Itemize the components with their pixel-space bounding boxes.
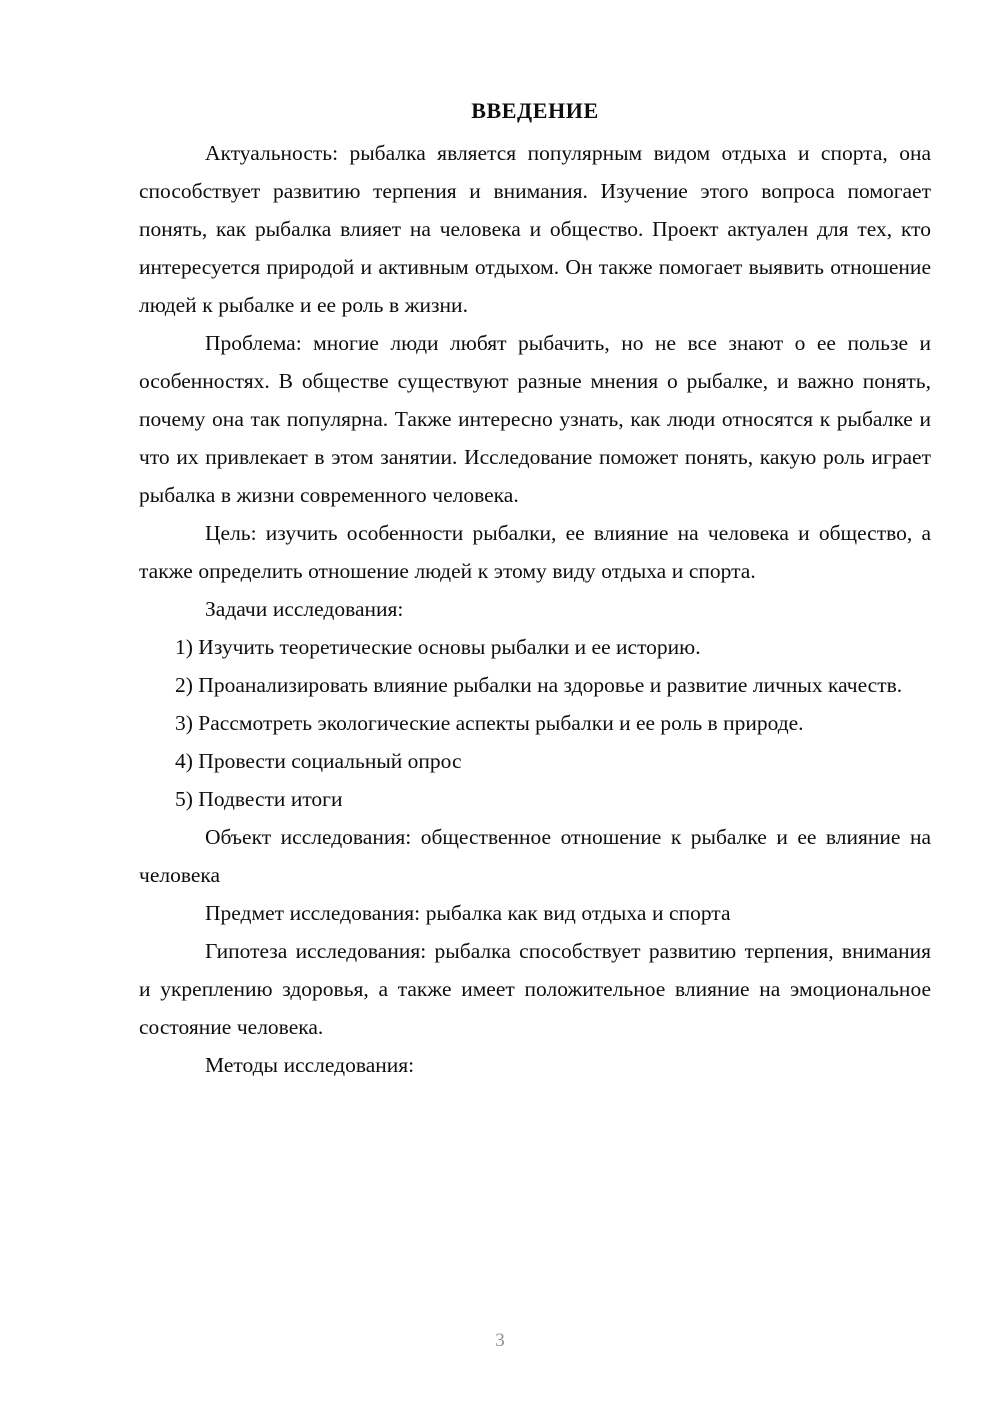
tasks-heading: Задачи исследования: bbox=[205, 597, 404, 621]
list-item bbox=[139, 780, 931, 818]
list-item-number: 1) bbox=[175, 635, 199, 659]
list-item-label: Провести социальный опрос bbox=[198, 749, 462, 773]
paragraph-object: Объект исследования: общественное отношение к рыбалке и ее влияние на человека bbox=[139, 825, 931, 887]
list-item-label: Подвести итоги bbox=[198, 787, 343, 811]
methods-heading: Методы исследования: bbox=[205, 1053, 415, 1077]
paragraph-problem: Проблема: многие люди любят рыбачить, но не все знают о ее пользе и особенностях. В обществе существуют разные мнения о рыбалке, и важно понять, почему она так популярна. Также интересно узнать, как люди относятся к рыбалке и что их привлекает в этом занятии. Исследование поможет понять, какую роль играет рыбалка в жизни современного человека. bbox=[139, 331, 931, 507]
list-item bbox=[139, 742, 931, 780]
list-item-label: Рассмотреть экологические аспекты рыбалки и ее роль в природе. bbox=[198, 711, 804, 735]
page-title: ВВЕДЕНИЕ bbox=[471, 98, 599, 123]
paragraph-hypothesis: Гипотеза исследования: рыбалка способствует развитию терпения, внимания и укреплению здоровья, а также имеет положительное влияние на эмоциональное состояние человека. bbox=[139, 939, 931, 1039]
list-item-number: 2) bbox=[175, 673, 199, 697]
page-number: 3 bbox=[495, 1330, 505, 1351]
paragraph-goal: Цель: изучить особенности рыбалки, ее влияние на человека и общество, а также определить отношение людей к этому виду отдыха и спорта. bbox=[139, 521, 931, 583]
paragraph-relevance: Актуальность: рыбалка является популярным видом отдыха и спорта, она способствует развитию терпения и внимания. Изучение этого вопроса помогает понять, как рыбалка влияет на человека и общество. Проект актуален для тех, кто интересуется природой и активным отдыхом. Он также помогает выявить отношение людей к рыбалке и ее роль в жизни. bbox=[139, 141, 931, 317]
list-item bbox=[139, 704, 931, 742]
list-item bbox=[139, 628, 931, 666]
list-item-number: 4) bbox=[175, 749, 199, 773]
list-item-number: 5) bbox=[175, 787, 199, 811]
list-item-number: 3) bbox=[175, 711, 199, 735]
paragraph-subject: Предмет исследования: рыбалка как вид отдыха и спорта bbox=[205, 901, 731, 925]
list-item-label: Проанализировать влияние рыбалки на здоровье и развитие личных качеств. bbox=[198, 673, 903, 697]
list-item bbox=[139, 666, 931, 704]
page-content bbox=[139, 92, 931, 1084]
list-item-label: Изучить теоретические основы рыбалки и ее историю. bbox=[198, 635, 701, 659]
